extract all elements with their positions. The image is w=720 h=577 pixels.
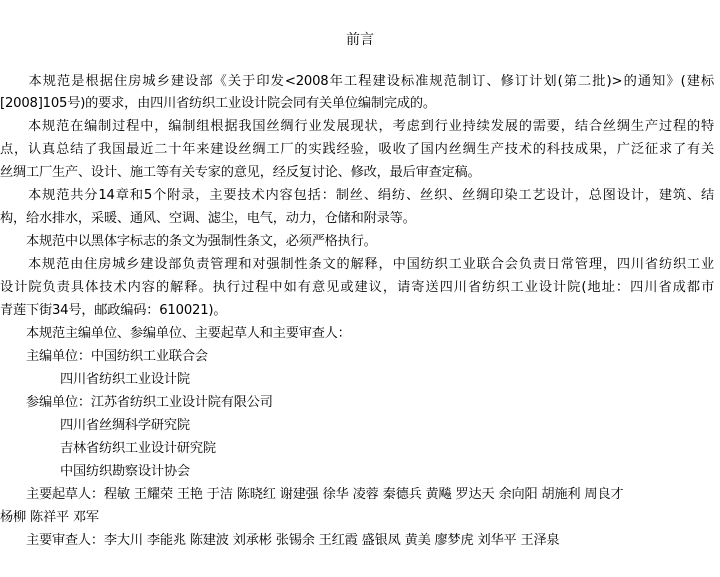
- paragraph-line: 青莲下街34号，邮政编码：610021)。: [0, 303, 227, 318]
- paragraph-line: [2008]105号)的要求，由四川省纺织工业设计院会同有关单位编制完成的。: [0, 96, 436, 111]
- participating-unit-line: 吉林省纺织工业设计研究院: [60, 441, 216, 456]
- paragraph-line: 本规范由住房城乡建设部负责管理和对强制性条文的解释，中国纺织工业联合会负责日常管理，四川省纺织工业: [0, 257, 714, 272]
- paragraph-line: 丝绸工厂生产、设计、施工等有关专家的意见，经反复讨论、修改，最后审查定稿。: [0, 165, 481, 180]
- paragraph-line: 本规范共分14章和5个附录，主要技术内容包括：制丝、绢纺、丝织、丝绸印染工艺设计，总图设计，建筑、结: [0, 188, 714, 203]
- paragraph-line: 点，认真总结了我国最近二十年来建设丝绸工厂的实践经验，吸收了国内丝绸生产技术的科技成果，广泛征求了有关: [0, 142, 714, 157]
- chief-unit-line: 主编单位：中国纺织工业联合会: [0, 349, 208, 364]
- paragraph-line: 设计院负责具体技术内容的解释。执行过程中如有意见或建议，请寄送四川省纺织工业设计院(地址：四川省成都市: [0, 280, 714, 295]
- paragraph-line: 构，给水排水，采暖、通风、空调、滤尘，电气，动力，仓储和附录等。: [0, 211, 416, 226]
- participating-unit-line: 四川省丝绸科学研究院: [60, 418, 190, 433]
- paragraph-line: 本规范在编制过程中，编制组根据我国丝绸行业发展现状，考虑到行业持续发展的需要，结合丝绸生产过程的特: [0, 119, 714, 134]
- participating-unit-line: 中国纺织勘察设计协会: [60, 464, 190, 479]
- participating-unit-line: 参编单位：江苏省纺织工业设计院有限公司: [0, 395, 273, 410]
- paragraph-line: 本规范主编单位、参编单位、主要起草人和主要审查人：: [0, 326, 351, 341]
- paragraph-line: 本规范中以黑体字标志的条文为强制性条文，必须严格执行。: [0, 234, 377, 249]
- page-title: 前言: [346, 32, 374, 48]
- chief-unit-line: 四川省纺织工业设计院: [60, 372, 190, 387]
- reviewers-line: 主要审查人：李大川 李能兆 陈建波 刘承彬 张锡余 王红霞 盛银凤 黄美 廖梦虎 刘华平 王泽泉: [0, 533, 560, 548]
- paragraph-line: 本规范是根据住房城乡建设部《关于印发<2008年工程建设标准规范制订、修订计划(第二批)>的通知》(建标: [0, 74, 714, 89]
- drafters-line: 杨柳 陈祥平 邓军: [0, 510, 99, 525]
- drafters-line: 主要起草人：程敏 王耀荣 王艳 于洁 陈晓红 谢建强 徐华 凌蓉 秦德兵 黄飚 罗达天 余向阳 胡施利 周良才: [0, 487, 624, 502]
